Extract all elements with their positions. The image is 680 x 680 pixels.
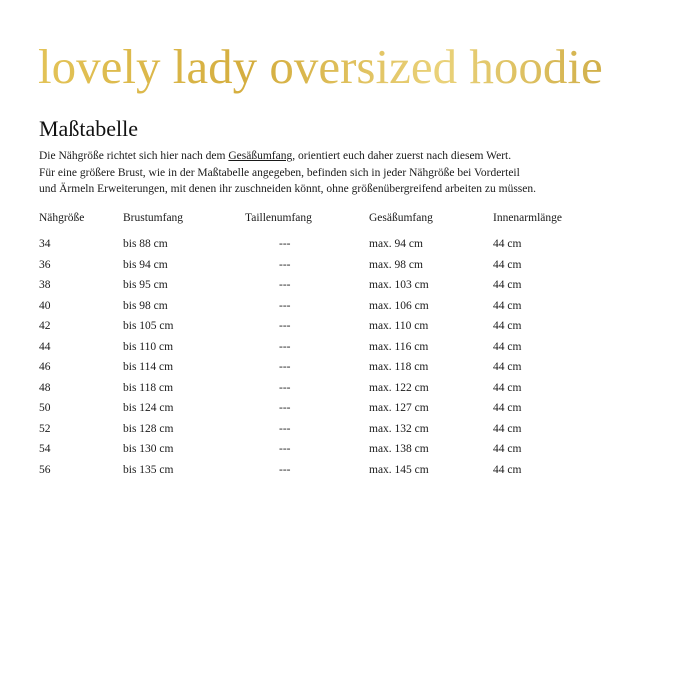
header-brustumfang: Brustumfang — [123, 212, 184, 224]
size-cell: 50 — [39, 402, 51, 414]
size-cell: 44 — [39, 340, 51, 353]
size-cell: 56 — [39, 463, 51, 476]
chest-cell: bis 110 cm — [123, 340, 174, 353]
size-cell: 52 — [39, 422, 51, 435]
waist-cell: --- — [279, 443, 291, 455]
chest-cell: bis 105 cm — [123, 320, 174, 332]
waist-cell: --- — [279, 258, 291, 271]
chest-cell: bis 95 cm — [123, 279, 168, 291]
chest-cell: bis 128 cm — [123, 422, 174, 435]
table-row — [39, 320, 603, 341]
table-row — [39, 238, 603, 259]
hip-cell: max. 110 cm — [369, 320, 429, 332]
table-row — [39, 300, 603, 321]
chest-cell: bis 124 cm — [123, 402, 174, 414]
hip-cell: max. 118 cm — [369, 361, 429, 373]
inseam-arm-cell: 44 cm — [493, 463, 522, 476]
header-taillenumfang: Taillenumfang — [245, 212, 312, 224]
hip-cell: max. 106 cm — [369, 299, 429, 312]
chest-cell: bis 118 cm — [123, 381, 174, 394]
table-row — [39, 259, 603, 280]
inseam-arm-cell: 44 cm — [493, 402, 522, 414]
size-cell: 38 — [39, 279, 51, 291]
inseam-arm-cell: 44 cm — [493, 299, 522, 312]
hip-cell: max. 145 cm — [369, 463, 429, 476]
size-cell: 42 — [39, 320, 51, 332]
table-row — [39, 341, 603, 362]
chest-cell: bis 94 cm — [123, 258, 168, 271]
chest-cell: bis 98 cm — [123, 299, 168, 312]
inseam-arm-cell: 44 cm — [493, 361, 522, 373]
hip-cell: max. 98 cm — [369, 258, 423, 271]
table-row — [39, 464, 603, 485]
header-innenarmlaenge: Innenarmlänge — [493, 212, 562, 224]
table-row — [39, 279, 603, 300]
size-cell: 54 — [39, 443, 51, 455]
hip-cell: max. 127 cm — [369, 402, 429, 414]
hip-cell: max. 132 cm — [369, 422, 429, 435]
header-gesaessumfang: Gesäßumfang — [369, 212, 433, 224]
chest-cell: bis 135 cm — [123, 463, 174, 476]
waist-cell: --- — [279, 238, 291, 250]
waist-cell: --- — [279, 279, 291, 291]
hip-cell: max. 103 cm — [369, 279, 429, 291]
intro-line-2: Für eine größere Brust, wie in der Maßtabelle angegeben, befinden sich in jeder Nähgröße bei Vorderteil — [39, 166, 520, 179]
waist-cell: --- — [279, 361, 291, 373]
inseam-arm-cell: 44 cm — [493, 340, 522, 353]
inseam-arm-cell: 44 cm — [493, 320, 522, 332]
waist-cell: --- — [279, 381, 291, 394]
table-row — [39, 382, 603, 403]
inseam-arm-cell: 44 cm — [493, 238, 522, 250]
size-table-body — [39, 238, 603, 484]
hip-cell: max. 116 cm — [369, 340, 429, 353]
waist-cell: --- — [279, 320, 291, 332]
chest-cell: bis 130 cm — [123, 443, 174, 455]
size-cell: 40 — [39, 299, 51, 312]
waist-cell: --- — [279, 402, 291, 414]
table-header-row — [39, 212, 603, 238]
inseam-arm-cell: 44 cm — [493, 258, 522, 271]
waist-cell: --- — [279, 463, 291, 476]
table-row — [39, 402, 603, 423]
size-cell: 36 — [39, 258, 51, 271]
size-cell: 48 — [39, 381, 51, 394]
intro-line-1-pre: Die Nähgröße richtet sich hier nach dem — [39, 150, 229, 162]
intro-link-gesaessumfang: Gesäßumfang — [228, 150, 293, 162]
hip-cell: max. 94 cm — [369, 238, 423, 250]
intro-line-1 — [39, 148, 659, 165]
chest-cell: bis 88 cm — [123, 238, 168, 250]
intro-line-1-post: , orientiert euch daher zuerst nach diesem Wert. — [292, 150, 512, 162]
size-table — [39, 212, 603, 484]
waist-cell: --- — [279, 422, 291, 435]
inseam-arm-cell: 44 cm — [493, 422, 522, 435]
section-heading: Maßtabelle — [39, 116, 138, 141]
table-row — [39, 361, 603, 382]
inseam-arm-cell: 44 cm — [493, 381, 522, 394]
intro-paragraph — [39, 148, 659, 198]
hip-cell: max. 138 cm — [369, 443, 429, 455]
chest-cell: bis 114 cm — [123, 361, 174, 373]
intro-line-3: und Ärmeln Erweiterungen, mit denen ihr zuschneiden könnt, ohne größenübergreifend arbeiten zu müssen. — [39, 183, 537, 195]
waist-cell: --- — [279, 299, 291, 312]
inseam-arm-cell: 44 cm — [493, 279, 522, 291]
table-row — [39, 423, 603, 444]
hip-cell: max. 122 cm — [369, 381, 429, 394]
page-title: lovely lady oversized hoodie — [38, 36, 658, 98]
size-cell: 34 — [39, 238, 51, 250]
table-row — [39, 443, 603, 464]
waist-cell: --- — [279, 340, 291, 353]
header-naehgroesse: Nähgröße — [39, 212, 85, 224]
inseam-arm-cell: 44 cm — [493, 443, 522, 455]
size-cell: 46 — [39, 361, 51, 373]
